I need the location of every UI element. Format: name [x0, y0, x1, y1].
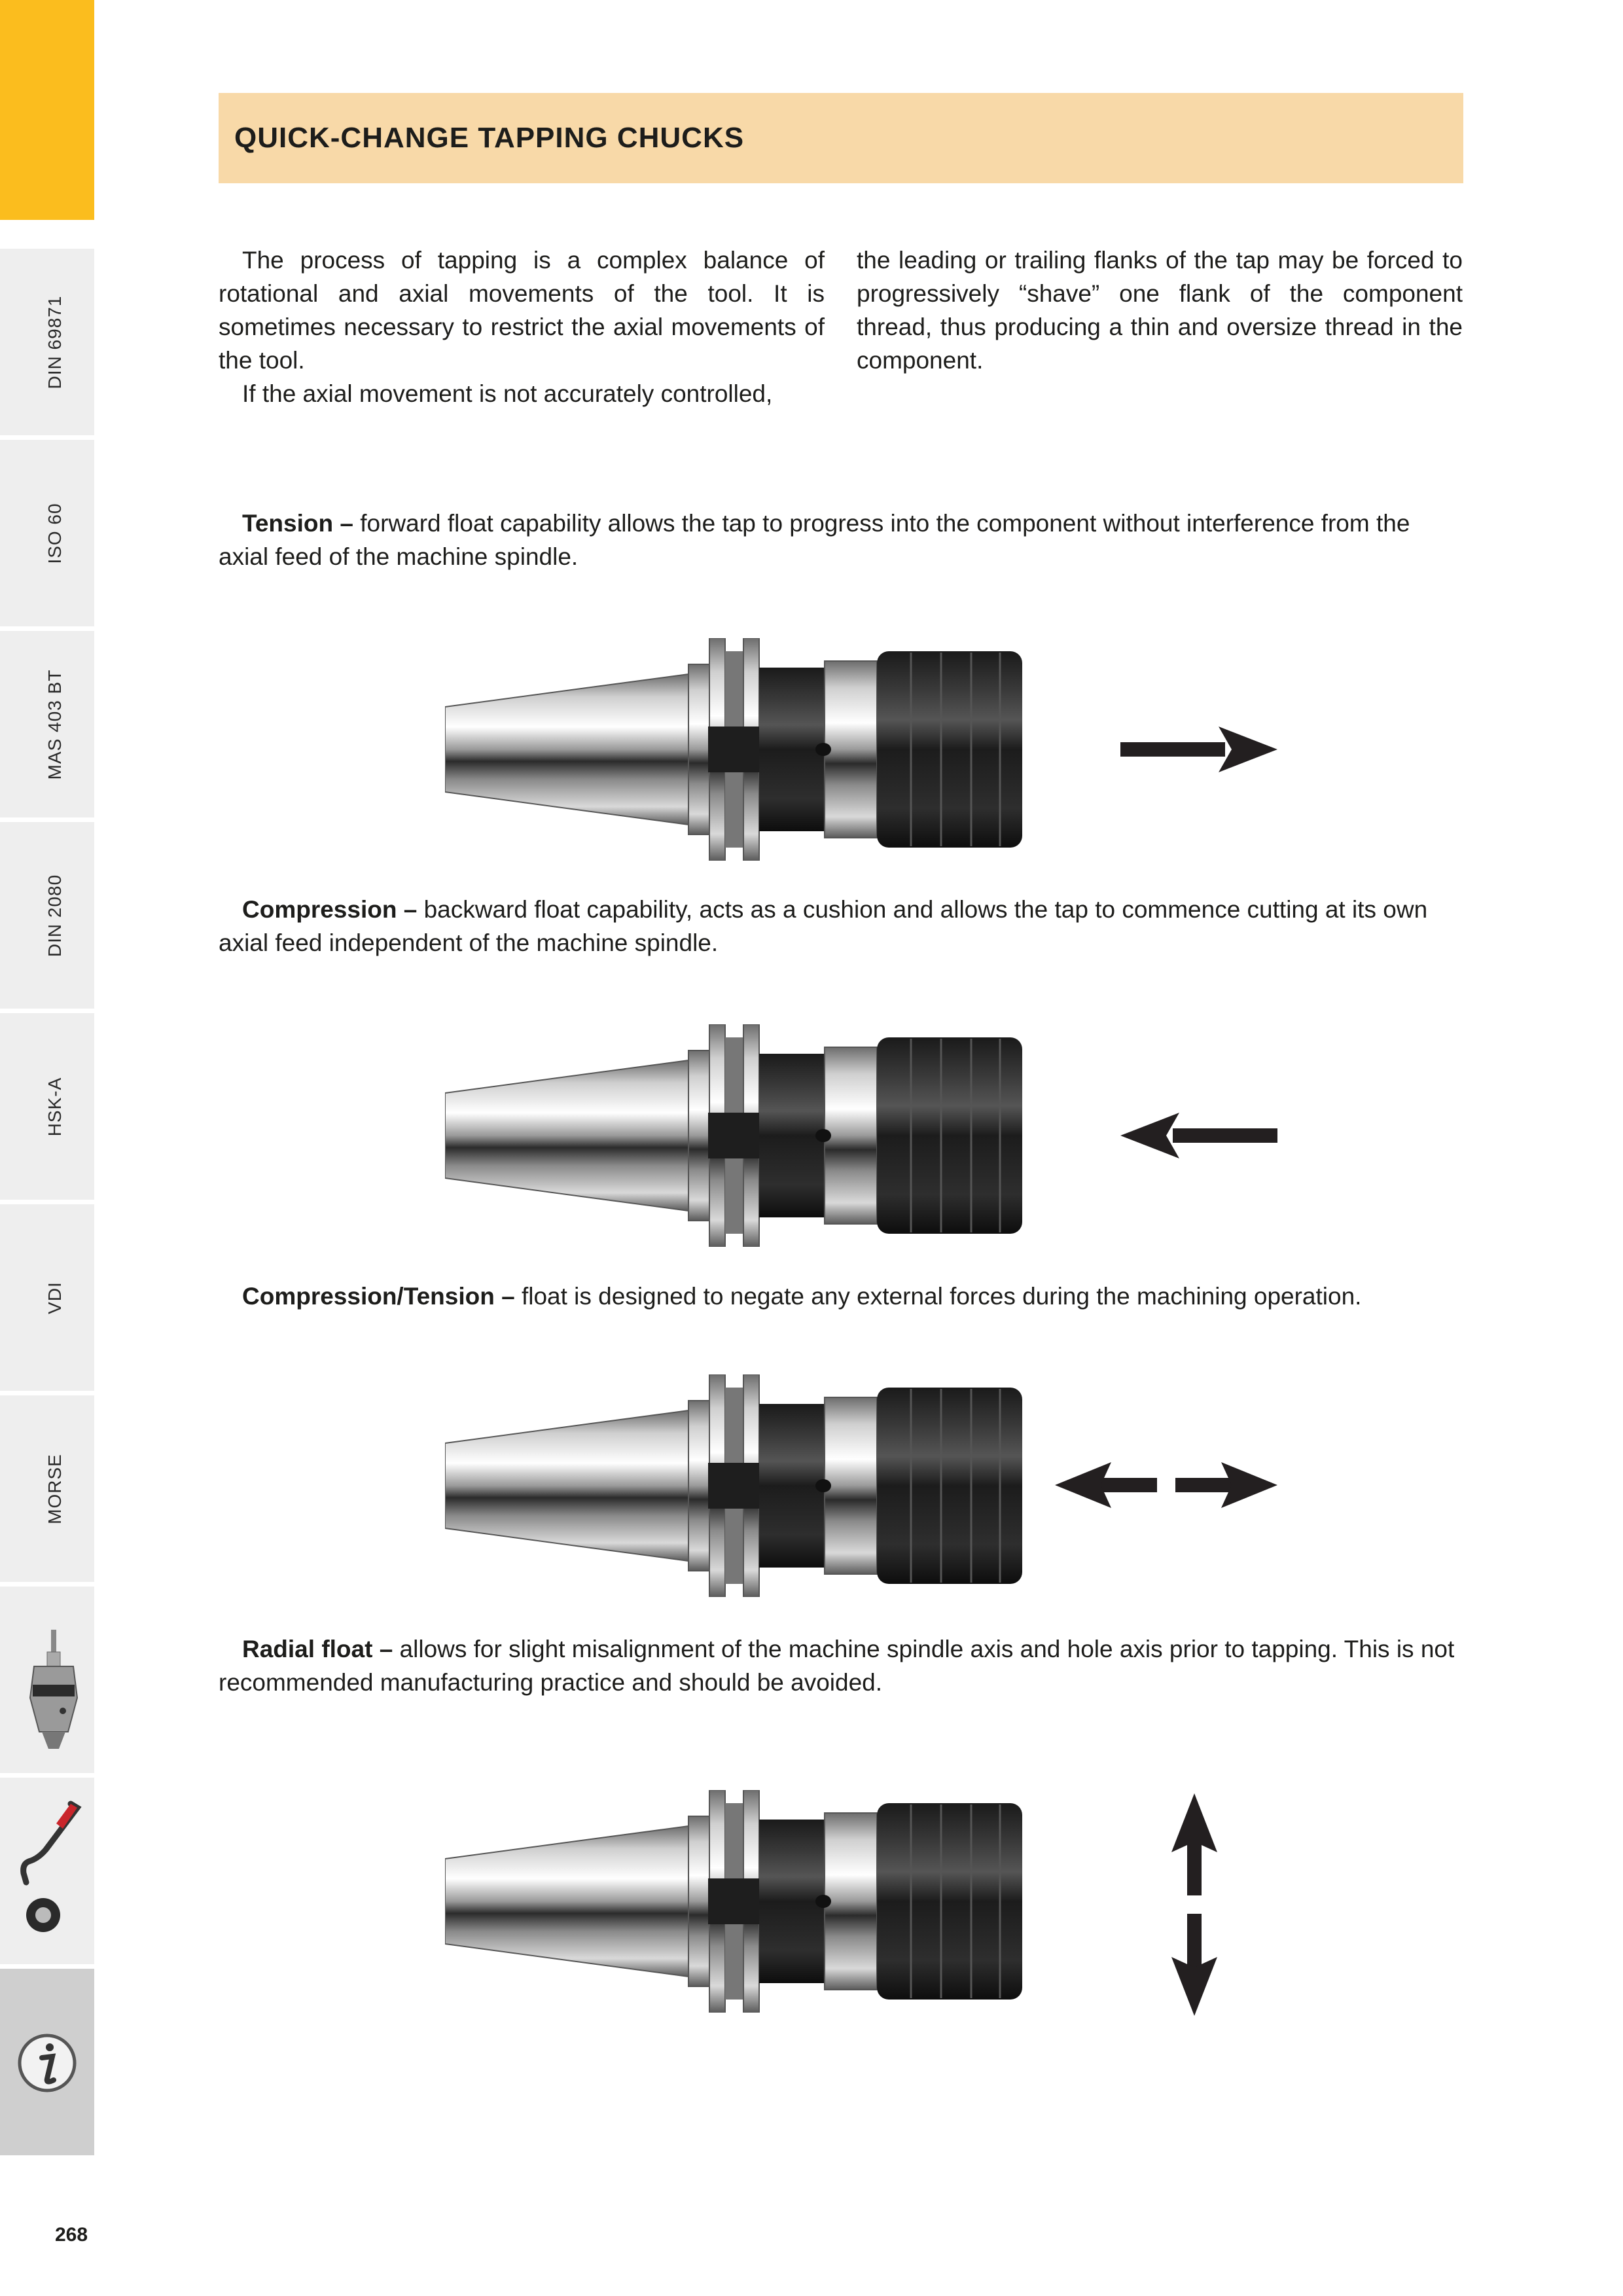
- sidebar-tab-label: DIN 2080: [45, 874, 65, 957]
- section-header: [219, 93, 1463, 183]
- drill-chuck-icon: [0, 1587, 94, 1775]
- tapping-chuck-image: [445, 638, 1022, 861]
- sidebar: [0, 0, 94, 2177]
- section-term: Tension –: [242, 510, 353, 537]
- sidebar-tab-vdi[interactable]: [0, 1204, 94, 1393]
- section-term: Compression –: [242, 896, 418, 923]
- section-text: backward float capability, acts as a cushion and allows the tap to commence cutting at its own axial feed independent of the machine spindle.: [219, 896, 1428, 956]
- compression-tension-description: [219, 1280, 1463, 1313]
- sidebar-tab-hsk-a[interactable]: [0, 1013, 94, 1202]
- sidebar-tab-label: MORSE: [45, 1453, 65, 1524]
- intro-paragraph: The process of tapping is a complex balance of rotational and axial movements of the tool. It is sometimes necessary to restrict the axial movements of the tool.: [219, 247, 825, 374]
- sidebar-tab-label: MAS 403 BT: [45, 669, 65, 780]
- section-term: Radial float –: [242, 1636, 393, 1662]
- section-text: float is designed to negate any external forces during the machining operation.: [514, 1283, 1362, 1310]
- right-arrow-icon: [1120, 726, 1277, 772]
- sidebar-tab-mas-403-bt[interactable]: [0, 631, 94, 819]
- intro-left-column: [219, 243, 825, 410]
- sidebar-tab-label: HSK-A: [45, 1077, 65, 1136]
- tapping-chuck-image: [445, 1374, 1022, 1597]
- sidebar-tab-info[interactable]: [0, 1969, 94, 2157]
- sidebar-tab-label: VDI: [45, 1281, 65, 1314]
- tapping-chuck-image: [445, 1790, 1022, 2013]
- wrench-nut-icon: [0, 1778, 94, 1966]
- page-number: 268: [55, 2224, 88, 2246]
- left-arrow-icon: [1120, 1113, 1277, 1158]
- sidebar-tab-iso-60[interactable]: [0, 440, 94, 628]
- info-icon: [0, 1969, 94, 2157]
- radial-float-description: [219, 1632, 1463, 1699]
- up-down-arrows-icon: [1171, 1793, 1217, 2016]
- sidebar-tab-accessories[interactable]: [0, 1778, 94, 1966]
- tension-description: [219, 507, 1463, 573]
- intro-paragraph: the leading or trailing flanks of the tap may be forced to progressively “shave” one flank of the component thread, thus producing a thin and oversize thread in the component.: [857, 247, 1463, 374]
- sidebar-accent-block: [0, 0, 94, 220]
- compression-description: [219, 893, 1463, 960]
- sidebar-tab-label: ISO 60: [45, 502, 65, 564]
- sidebar-tab-din-69871[interactable]: [0, 249, 94, 437]
- sidebar-tab-drill-chucks[interactable]: [0, 1587, 94, 1775]
- section-text: forward float capability allows the tap to progress into the component without interference from the axial feed of the machine spindle.: [219, 510, 1410, 570]
- intro-right-column: [857, 243, 1463, 377]
- sidebar-tab-label: DIN 69871: [45, 295, 65, 389]
- left-right-arrows-icon: [1055, 1462, 1277, 1508]
- section-text: allows for slight misalignment of the machine spindle axis and hole axis prior to tapping. This is not recommended manufacturing practice and should be avoided.: [219, 1636, 1455, 1696]
- sidebar-tab-morse[interactable]: [0, 1395, 94, 1584]
- page-title: QUICK-CHANGE TAPPING CHUCKS: [234, 122, 745, 154]
- tapping-chuck-image: [445, 1024, 1022, 1247]
- intro-paragraph: If the axial movement is not accurately controlled,: [242, 380, 773, 407]
- sidebar-tab-din-2080[interactable]: [0, 822, 94, 1011]
- section-term: Compression/Tension –: [242, 1283, 515, 1310]
